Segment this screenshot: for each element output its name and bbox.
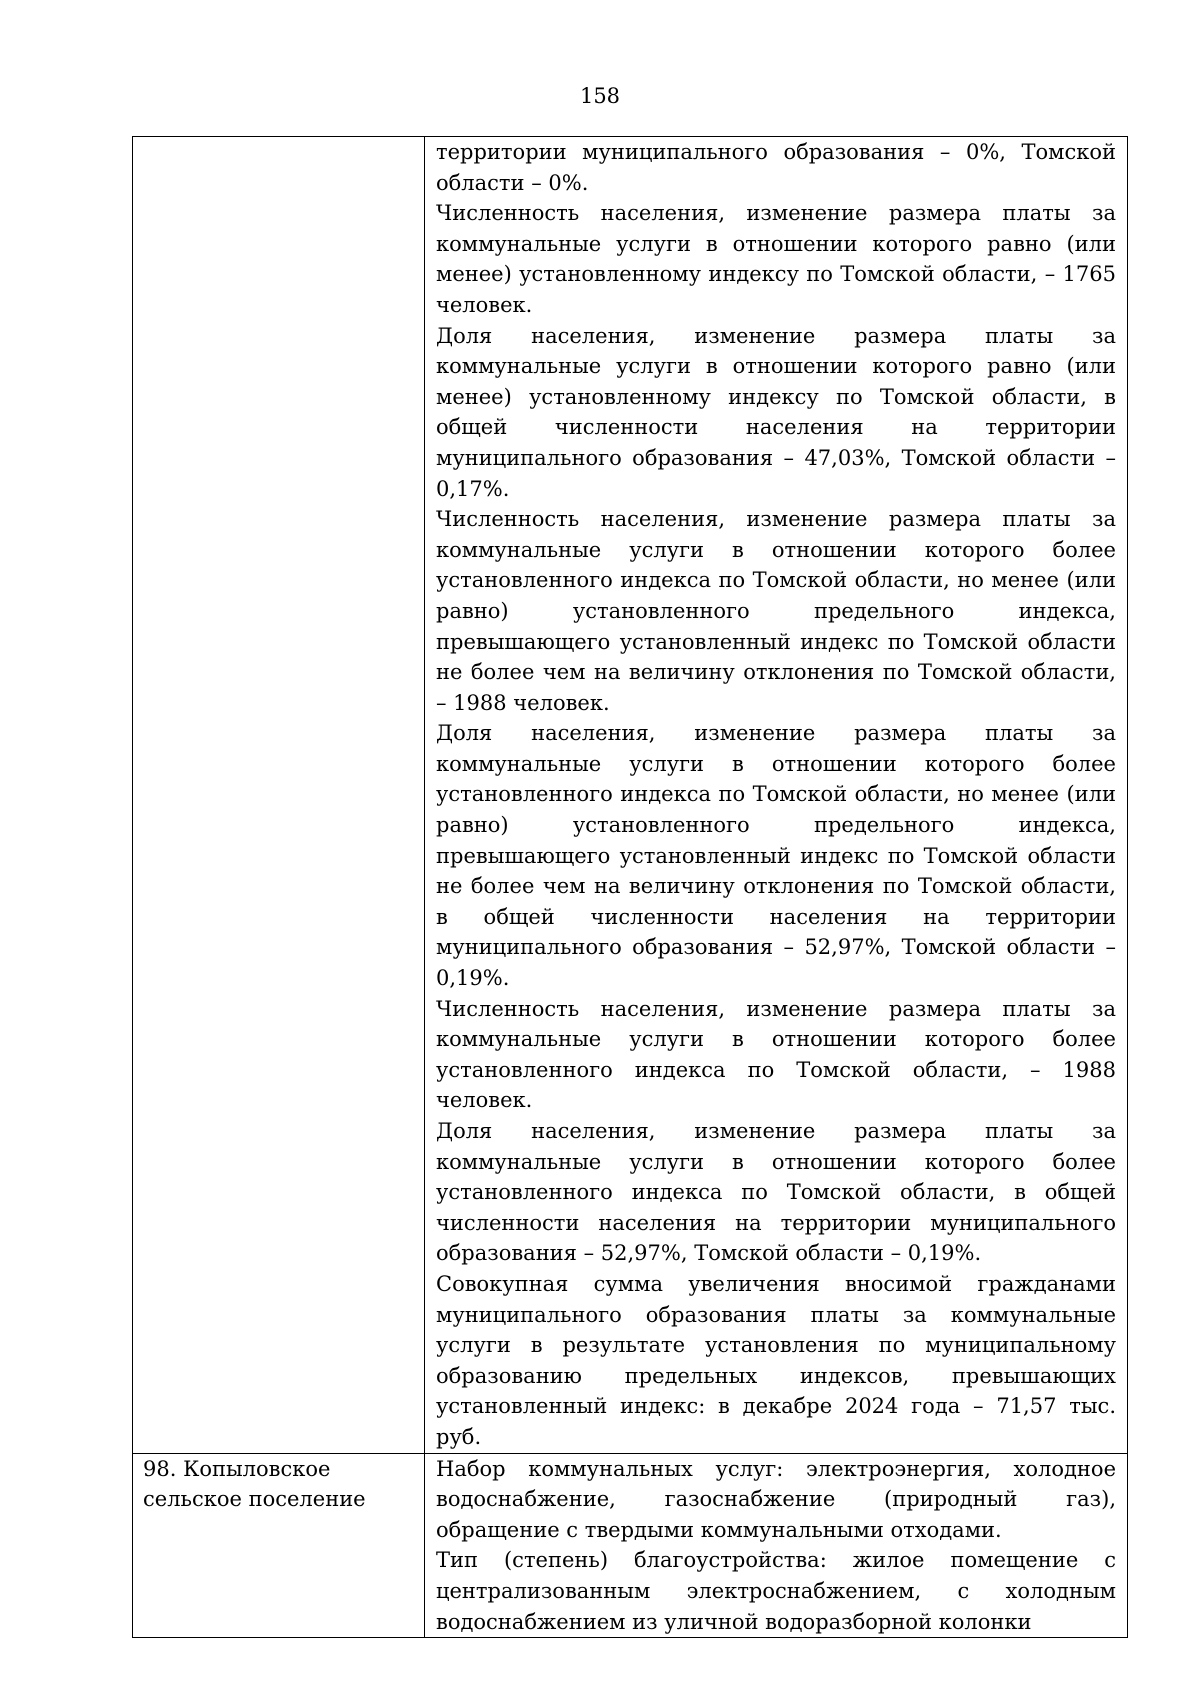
- page-number: 158: [579, 84, 621, 108]
- paragraph: Численность населения, изменение размера платы за коммунальные услуги в отношении которого более установленного индекса по Томской области, но менее (или равно) установленного предельного индекса, превышающего установленный индекс по Томской области не более чем на величину отклонения по Томской области, – 1988 человек.: [436, 507, 1116, 715]
- municipality-cell: [133, 137, 425, 1454]
- paragraph: Набор коммунальных услуг: электроэнергия, холодное водоснабжение, газоснабжение (природный газ), обращение с твердыми коммунальными отходами.: [436, 1456, 1116, 1542]
- table-row: [133, 1453, 1128, 1638]
- paragraph: Доля населения, изменение размера платы за коммунальные услуги в отношении которого более установленного индекса по Томской области, но менее (или равно) установленного предельного индекса, превышающего установленный индекс по Томской области не более чем на величину отклонения по Томской области, в общей численности населения на территории муниципального образования – 52,97%, Томской области – 0,19%.: [436, 721, 1116, 991]
- table-row: [133, 137, 1128, 1454]
- description-cell: [425, 137, 1128, 1454]
- municipality-cell: [133, 1453, 425, 1638]
- paragraph: территории муниципального образования – 0%, Томской области – 0%.: [436, 140, 1116, 195]
- document-table: [132, 136, 1128, 1638]
- paragraph: Численность населения, изменение размера платы за коммунальные услуги в отношении которого равно (или менее) установленному индексу по Томской области, – 1765 человек.: [436, 201, 1116, 317]
- municipality-name: 98. Копыловское сельское поселение: [143, 1456, 366, 1512]
- paragraph: Численность населения, изменение размера платы за коммунальные услуги в отношении которого более установленного индекса по Томской области, – 1988 человек.: [436, 996, 1116, 1113]
- paragraph: Совокупная сумма увеличения вносимой гражданами муниципального образования платы за коммунальные услуги в результате установления по муниципальному образованию предельных индексов, превышающих установленный индекс: в декабре 2024 года – 71,57 тыс. руб.: [436, 1271, 1116, 1449]
- paragraph: Доля населения, изменение размера платы за коммунальные услуги в отношении которого более установленного индекса по Томской области, в общей численности населения на территории муниципального образования – 52,97%, Томской области – 0,19%.: [436, 1119, 1116, 1266]
- description-cell: [425, 1453, 1128, 1638]
- paragraph: Тип (степень) благоустройства: жилое помещение с централизованным электроснабжением, с холодным водоснабжением из уличной водоразборной колонки: [436, 1548, 1116, 1634]
- paragraph: Доля населения, изменение размера платы за коммунальные услуги в отношении которого равно (или менее) установленному индексу по Томской области, в общей численности населения на территории муниципального образования – 47,03%, Томской области – 0,17%.: [436, 323, 1116, 501]
